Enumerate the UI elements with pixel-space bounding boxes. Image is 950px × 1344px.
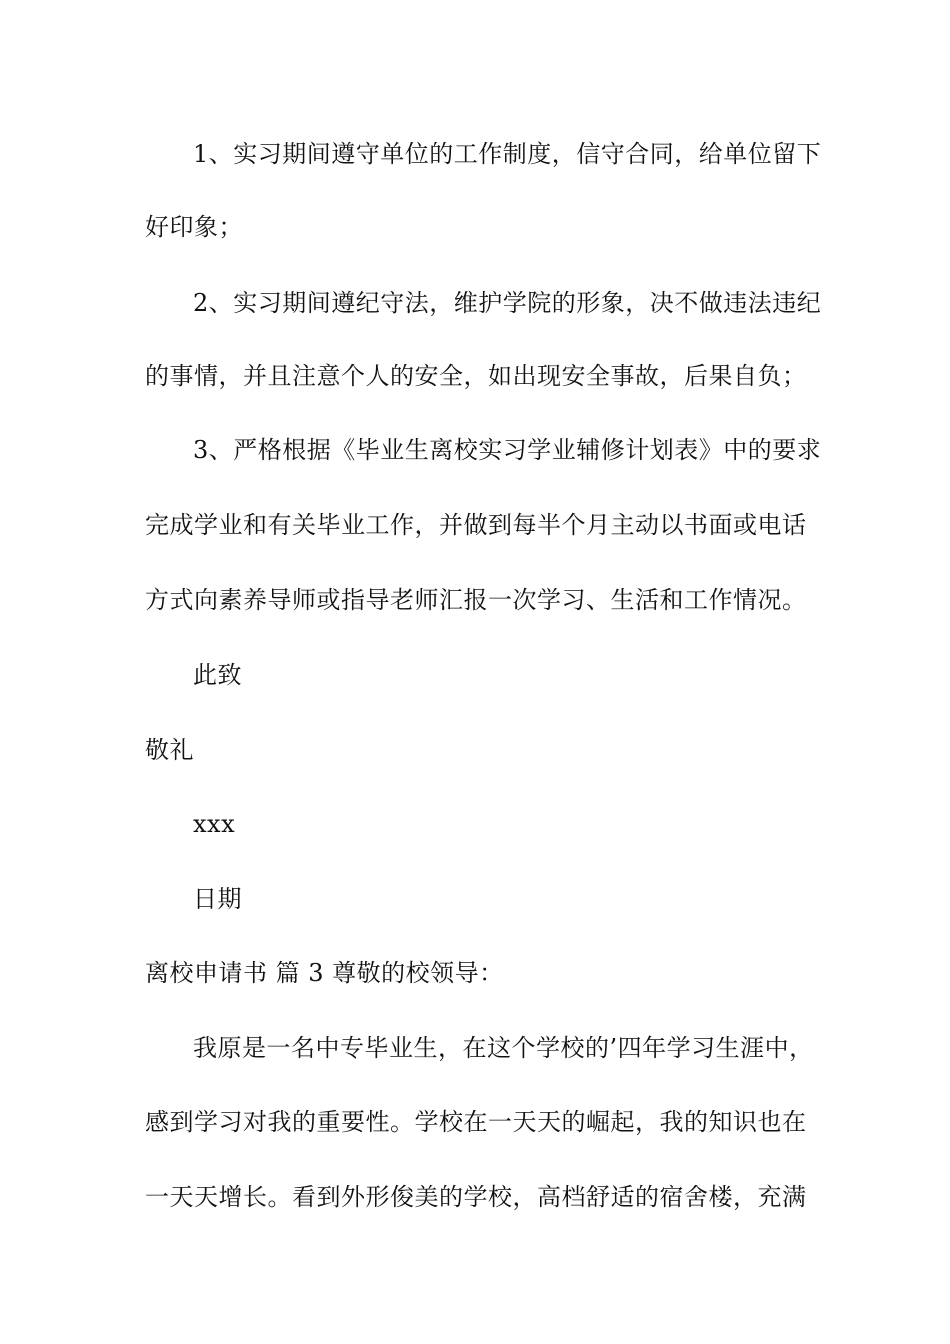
paragraph-line: 我原是一名中专毕业生，在这个学校的’四年学习生涯中， [193, 1034, 814, 1062]
paragraph-line: 好印象； [145, 213, 243, 241]
closing-salutation: 此致 [193, 661, 242, 689]
paragraph-line: 的事情，并且注意个人的安全，如出现安全事故，后果自负； [145, 362, 807, 390]
section-heading: 离校申请书 篇 3 尊敬的校领导： [145, 959, 504, 987]
paragraph-line: 方式向素养导师或指导老师汇报一次学习、生活和工作情况。 [145, 586, 807, 614]
paragraph-line: 一天天增长。看到外形俊美的学校，高档舒适的宿舍楼，充满 [145, 1183, 807, 1211]
paragraph-line: 1、实习期间遵守单位的工作制度，信守合同，给单位留下 [193, 140, 822, 168]
paragraph-line: 感到学习对我的重要性。学校在一天天的崛起，我的知识也在 [145, 1108, 807, 1136]
signature-name: xxx [193, 810, 236, 838]
paragraph-line: 3、严格根据《毕业生离校实习学业辅修计划表》中的要求 [193, 436, 822, 464]
paragraph-line: 完成学业和有关毕业工作，并做到每半个月主动以书面或电话 [145, 511, 807, 539]
closing-regards: 敬礼 [145, 736, 194, 764]
paragraph-line: 2、实习期间遵纪守法，维护学院的形象，决不做违法违纪 [193, 289, 822, 317]
signature-date: 日期 [193, 885, 242, 913]
